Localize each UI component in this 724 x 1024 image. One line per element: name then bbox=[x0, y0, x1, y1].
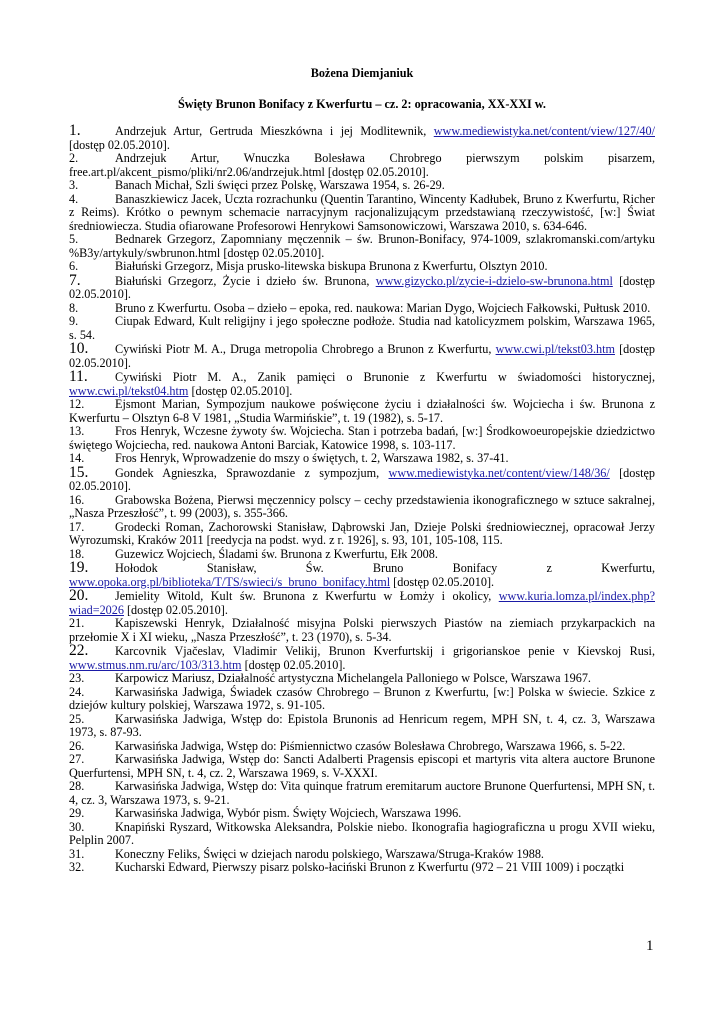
entry-text: Grodecki Roman, Zachorowski Stanisław, Dąbrowski Jan, Dzieje Polski średniowiecznej, opracował Jerzy Wyrozumski, Kraków 2011 [reedycja na podst. wyd. z r. 1926], s. 93, 101, 105-108, 115. bbox=[69, 519, 655, 547]
entry-number: 23. bbox=[69, 671, 85, 685]
entry-number: 25. bbox=[69, 711, 85, 726]
entry-number: 10. bbox=[69, 340, 89, 357]
entry-number: 19. bbox=[69, 559, 89, 576]
entry-number: 16. bbox=[69, 492, 85, 507]
bibliography-entry bbox=[69, 548, 655, 562]
entry-number: 2. bbox=[69, 151, 79, 165]
entry-number: 29. bbox=[69, 806, 85, 820]
entry-text: Jemielity Witold, Kult św. Brunona z Kwerfurtu w Łomży i okolicy, bbox=[115, 589, 499, 603]
entry-number: 17. bbox=[69, 519, 85, 534]
entry-text: Guzewicz Wojciech, Śladami św. Brunona z Kwerfurtu, Ełk 2008. bbox=[115, 546, 438, 561]
entry-number: 20. bbox=[69, 587, 89, 604]
bibliography-entry bbox=[69, 315, 655, 342]
entry-link[interactable]: www.cwi.pl/tekst03.htm bbox=[495, 342, 615, 356]
page-number: 1 bbox=[646, 938, 654, 954]
entry-number: 24. bbox=[69, 684, 85, 699]
entry-number: 32. bbox=[69, 860, 85, 874]
bibliography-entry bbox=[69, 260, 655, 274]
entry-access-date: [dostęp 02.05.2010]. bbox=[69, 137, 170, 152]
entry-number: 1. bbox=[69, 122, 81, 139]
entry-number: 22. bbox=[69, 642, 89, 659]
entry-number: 6. bbox=[69, 259, 79, 273]
bibliography-entry bbox=[69, 271, 655, 302]
bibliography-entry bbox=[69, 494, 655, 521]
entry-link[interactable]: www.gizycko.pl/zycie-i-dzielo-sw-brunona.html bbox=[375, 273, 613, 288]
bibliography-entry bbox=[69, 521, 655, 548]
bibliography-entry bbox=[69, 672, 655, 686]
entry-text: Białuński Grzegorz, Życie i dzieło św. Brunona, bbox=[115, 273, 376, 288]
bibliography-entry bbox=[69, 589, 655, 617]
entry-access-date: [dostęp 02.05.2010]. bbox=[69, 465, 655, 493]
entry-text: Andrzejuk Artur, Gertruda Mieszkówna i jej Modlitewnik, bbox=[115, 124, 434, 138]
bibliography-list bbox=[69, 124, 655, 875]
bibliography-entry bbox=[69, 452, 655, 466]
bibliography-entry bbox=[69, 342, 655, 370]
entry-link[interactable]: www.cwi.pl/tekst04.htm bbox=[69, 383, 189, 398]
entry-number: 26. bbox=[69, 738, 85, 753]
entry-text: Kucharski Edward, Pierwszy pisarz polsko-łaciński Brunon z Kwerfurtu (972 – 21 VIII 1009) i początki bbox=[115, 860, 625, 874]
bibliography-entry bbox=[69, 740, 655, 754]
bibliography-entry bbox=[69, 617, 655, 644]
bibliography-entry bbox=[69, 152, 655, 179]
entry-link[interactable]: www.mediewistyka.net/content/view/148/36/ bbox=[388, 465, 610, 480]
entry-number: 9. bbox=[69, 314, 79, 328]
bibliography-entry bbox=[69, 561, 655, 589]
entry-text: Karwasińska Jadwiga, Wstęp do: Sancti Adalberti Pragensis episcopi et martyris vita altera auctore Brunone Querfurtensi, MPH SN, t. 4, cz. 2, Warszawa 1969, s. V-XXXI. bbox=[69, 752, 655, 780]
bibliography-entry bbox=[69, 686, 655, 713]
entry-text: Karwasińska Jadwiga, Świadek czasów Chrobrego – Brunon z Kwerfurtu, [w:] Polska w świecie. Szkice z dziejów kultury polskiej, Warszawa 1972, s. 91-105. bbox=[69, 684, 655, 712]
entry-text: Karcovnik Vjačeslav, Vladimir Velikij, Brunon Kverfurtskij i grigorianskoe penie v Kievskoj Rusi, bbox=[115, 644, 655, 658]
entry-access-date: [dostęp 02.05.2010]. bbox=[69, 342, 655, 370]
entry-link[interactable]: www.stmus.nm.ru/arc/103/313.htm bbox=[69, 657, 242, 672]
entry-link[interactable]: www.mediewistyka.net/content/view/127/40/ bbox=[433, 124, 655, 138]
entry-text: Białuński Grzegorz, Misja prusko-litewska biskupa Brunona z Kwerfurtu, Olsztyn 2010. bbox=[115, 259, 548, 273]
entry-text: Karwasińska Jadwiga, Wstęp do: Epistola Brunonis ad Henricum regem, MPH SN, t. 4, cz. 3, Warszawa 1973, s. 87-93. bbox=[69, 711, 655, 739]
entry-text: Gondek Agnieszka, Sprawozdanie z sympozjum, bbox=[115, 465, 389, 480]
entry-text: Andrzejuk Artur, Wnuczka Bolesława Chrobrego pierwszym polskim pisarzem, free.art.pl/akcent_pismo/pliki/nr2.06/andrzejuk.html [dostęp 02.05.2010]. bbox=[69, 151, 655, 179]
entry-text: Karwasińska Jadwiga, Wybór pism. Święty Wojciech, Warszawa 1996. bbox=[115, 806, 462, 820]
entry-access-date: [dostęp 02.05.2010]. bbox=[123, 602, 228, 617]
entry-number: 28. bbox=[69, 779, 85, 793]
entry-text: Karwasińska Jadwiga, Wstęp do: Vita quinque fratrum eremitarum auctore Brunone Querfurtensi, MPH SN, t. 4, cz. 3, Warszawa 1973, s. 9-21. bbox=[69, 779, 655, 807]
entry-text: Bednarek Grzegorz, Zapomniany męczennik – św. Brunon-Bonifacy, 974-1009, szlakromanski.com/artyku %B3y/artykuly/swbrunon.html [dostęp 02.05.2010]. bbox=[69, 232, 655, 260]
entry-text: Cywiński Piotr M. A., Druga metropolia Chrobrego a Brunon z Kwerfurtu, bbox=[115, 342, 496, 356]
entry-access-date: [dostęp 02.05.2010]. bbox=[241, 657, 346, 672]
entry-text: Fros Henryk, Wprowadzenie do mszy o świętych, t. 2, Warszawa 1982, s. 37-41. bbox=[115, 451, 509, 465]
bibliography-entry bbox=[69, 370, 655, 398]
entry-text: Bruno z Kwerfurtu. Osoba – dzieło – epoka, red. naukowa: Marian Dygo, Wojciech Fałkowski, Pułtusk 2010. bbox=[115, 300, 651, 315]
bibliography-entry bbox=[69, 425, 655, 452]
entry-text: Banaszkiewicz Jacek, Uczta rozrachunku (Quentin Tarantino, Wincenty Kadłubek, Bruno z Kwerfurtu, Richer z Reims). Krótko o pewnym schemacie narracyjnym racjonalizującym przedstawianą rzeczywistość, [w:] Świat średniowiecza. Studia ofiarowane Profesorowi Henrykowi Samsonowiczowi, Warszawa 2010, s. 634-646. bbox=[69, 191, 655, 233]
entry-number: 18. bbox=[69, 546, 85, 561]
entry-text: Kapiszewski Henryk, Działalność misyjna Polski pierwszych Piastów na ziemiach przykarpackich na przełomie X i XI wieku, „Nasza Przeszłość”, t. 23 (1970), s. 5-34. bbox=[69, 616, 655, 644]
entry-text: Ejsmont Marian, Sympozjum naukowe poświęcone życiu i działalności św. Wojciecha i św. Brunona z Kwerfurtu – Olsztyn 6-8 V 1981, „Studia Warmińskie”, t. 19 (1982), s. 5-17. bbox=[69, 397, 655, 425]
bibliography-entry bbox=[69, 821, 655, 848]
bibliography-entry bbox=[69, 713, 655, 740]
entry-number: 5. bbox=[69, 232, 79, 246]
entry-number: 27. bbox=[69, 752, 85, 766]
entry-link[interactable]: www.kuria.lomza.pl/index.php?wiad=2026 bbox=[69, 589, 655, 617]
entry-number: 15. bbox=[69, 463, 89, 481]
entry-number: 7. bbox=[69, 271, 81, 289]
entry-text: Grabowska Bożena, Pierwsi męczennicy polscy – cechy przedstawienia ikonograficznego w sztuce sakralnej, „Nasza Przeszłość”, t. 99 (2003), s. 355-366. bbox=[69, 492, 655, 520]
bibliography-entry bbox=[69, 398, 655, 425]
entry-text: Karwasińska Jadwiga, Wstęp do: Piśmiennictwo czasów Bolesława Chrobrego, Warszawa 1966, s. 5-22. bbox=[115, 738, 626, 753]
entry-number: 11. bbox=[69, 368, 88, 385]
bibliography-entry bbox=[69, 193, 655, 234]
entry-number: 3. bbox=[69, 178, 79, 192]
entry-number: 31. bbox=[69, 846, 85, 861]
entry-link[interactable]: www.opoka.org.pl/biblioteka/T/TS/swieci/s_bruno_bonifacy.html bbox=[69, 574, 391, 589]
bibliography-entry bbox=[69, 233, 655, 260]
entry-access-date: [dostęp 02.05.2010]. bbox=[390, 574, 495, 589]
entry-text: Banach Michał, Szli święci przez Polskę, Warszawa 1954, s. 26-29. bbox=[115, 178, 445, 192]
bibliography-entry bbox=[69, 302, 655, 316]
entry-number: 13. bbox=[69, 424, 85, 438]
bibliography-entry bbox=[69, 780, 655, 807]
entry-text: Hołodok Stanisław, Św. Bruno Bonifacy z Kwerfurtu, bbox=[115, 561, 655, 575]
entry-number: 12. bbox=[69, 397, 85, 411]
entry-number: 14. bbox=[69, 451, 85, 465]
bibliography-entry bbox=[69, 179, 655, 193]
bibliography-entry bbox=[69, 124, 655, 152]
document-author: Bożena Diemjaniuk bbox=[310, 66, 414, 80]
entry-text: Knapiński Ryszard, Witkowska Aleksandra, Polskie niebo. Ikonografia hagiograficzna u progu XVII wieku, Pelplin 2007. bbox=[69, 819, 655, 847]
entry-number: 8. bbox=[69, 300, 79, 315]
bibliography-entry bbox=[69, 807, 655, 821]
bibliography-entry bbox=[69, 848, 655, 862]
entry-number: 4. bbox=[69, 191, 79, 206]
entry-access-date: [dostęp 02.05.2010]. bbox=[188, 383, 293, 398]
bibliography-entry bbox=[69, 463, 655, 494]
entry-text: Cywiński Piotr M. A., Zanik pamięci o Brunonie z Kwerfurtu w świadomości historycznej, bbox=[115, 370, 655, 384]
entry-access-date: [dostęp 02.05.2010]. bbox=[69, 273, 655, 301]
entry-number: 21. bbox=[69, 616, 85, 630]
entry-text: Koneczny Feliks, Święci w dziejach narodu polskiego, Warszawa/Struga-Kraków 1988. bbox=[115, 846, 544, 861]
entry-text: Karpowicz Mariusz, Działalność artystyczna Michelangela Palloniego w Polsce, Warszawa 1967. bbox=[115, 671, 591, 685]
entry-text: Fros Henryk, Wczesne żywoty św. Wojciecha. Stan i potrzeba badań, [w:] Środkowoeuropejskie dziedzictwo świętego Wojciecha, red. naukowa Antoni Barciak, Katowice 1998, s. 103-117. bbox=[69, 424, 655, 452]
bibliography-entry bbox=[69, 644, 655, 672]
document-title: Święty Brunon Bonifacy z Kwerfurtu – cz. 2: opracowania, XX-XXI w. bbox=[178, 97, 546, 111]
entry-text: Ciupak Edward, Kult religijny i jego społeczne podłoże. Studia nad katolicyzmem polskim, Warszawa 1965, s. 54. bbox=[69, 314, 655, 342]
entry-number: 30. bbox=[69, 819, 85, 834]
bibliography-entry bbox=[69, 753, 655, 780]
bibliography-entry bbox=[69, 861, 655, 875]
